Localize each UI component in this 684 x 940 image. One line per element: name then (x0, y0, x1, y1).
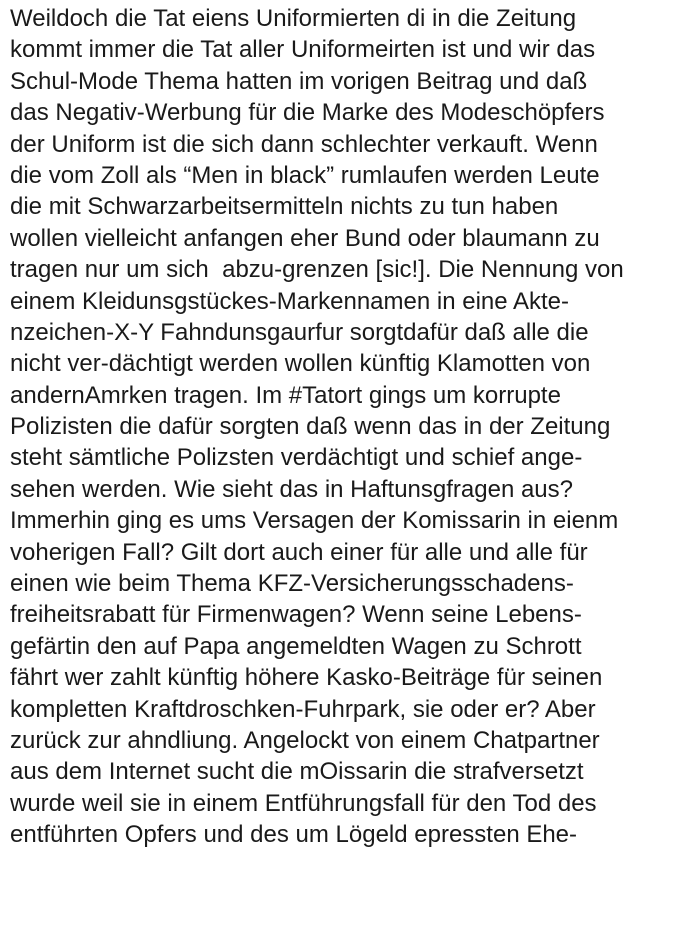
text-line: Immerhin ging es ums Versagen der Komissarin in eienm (10, 507, 619, 535)
text-line: die vom Zoll als “Men in black” rumlaufen werden Leute (10, 161, 600, 189)
text-line: Weildoch die Tat eiens Uniformierten di in die Zeitung (10, 5, 577, 32)
text-line: andernAmrken tragen. Im #Tatort gings um korrupte (10, 381, 561, 409)
text-line: die mit Schwarzarbeitsermitteln nichts zu tun haben (10, 193, 559, 221)
text-line: tragen nur um sich abzu-grenzen [sic!]. Die Nennung von (10, 256, 624, 284)
text-line: wurde weil sie in einem Entführungsfall für den Tod des (10, 789, 597, 817)
text-line: einen wie beim Thema KFZ-Versicherungsschadens- (10, 570, 574, 598)
body-text (10, 3, 682, 851)
text-line: der Uniform ist die sich dann schlechter verkauft. Wenn (10, 130, 598, 158)
text-line: das Negativ-Werbung für die Marke des Modeschöpfers (10, 99, 605, 127)
text-line: zurück zur ahndliung. Angelockt von einem Chatpartner (10, 726, 600, 754)
text-line: gefärtin den auf Papa angemeldten Wagen zu Schrott (10, 632, 582, 660)
text-line: entführten Opfers und des um Lögeld epressten Ehe- (10, 821, 578, 849)
text-line: nicht ver-dächtigt werden wollen künftig Klamotten von (10, 350, 591, 378)
text-line: steht sämtliche Polizsten verdächtigt und schief ange- (10, 444, 583, 472)
text-line: einem Kleidunsgstückes-Markennamen in eine Akte- (10, 287, 569, 315)
text-line: freiheitsrabatt für Firmenwagen? Wenn seine Lebens- (10, 601, 582, 629)
text-line: wollen vielleicht anfangen eher Bund oder blaumann zu (10, 224, 600, 252)
text-line: kommt immer die Tat aller Uniformeirten ist und wir das (10, 36, 596, 64)
text-line: sehen werden. Wie sieht das in Haftunsgfragen aus? (10, 475, 574, 503)
text-line: Polizisten die dafür sorgten daß wenn das in der Zeitung (10, 413, 611, 441)
text-line: nzeichen-X-Y Fahndunsgaurfur sorgtdafür daß alle die (10, 318, 589, 346)
text-line: kompletten Kraftdroschken-Fuhrpark, sie oder er? Aber (10, 695, 596, 723)
text-line: fährt wer zahlt künftig höhere Kasko-Beiträge für seinen (10, 664, 603, 692)
text-line: aus dem Internet sucht die mOissarin die strafversetzt (10, 758, 584, 786)
text-line: Schul-Mode Thema hatten im vorigen Beitrag und daß (10, 67, 588, 95)
text-line: voherigen Fall? Gilt dort auch einer für alle und alle für (10, 538, 588, 566)
